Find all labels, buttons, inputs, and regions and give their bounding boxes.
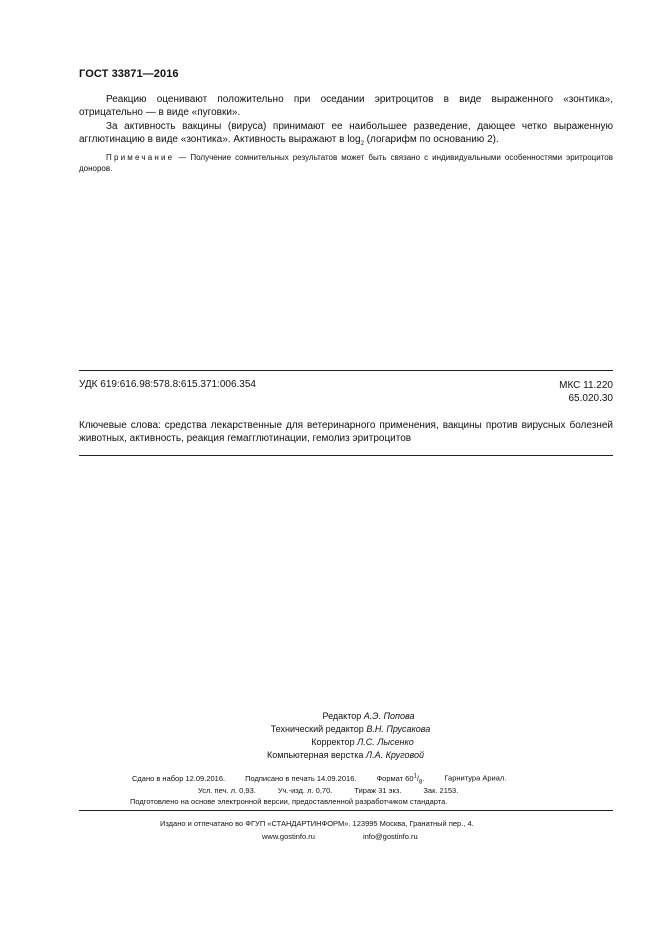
note-text: — Получение сомнительных результатов может быть связано с индивидуальными особенностями эритроцитов доноров. — [79, 153, 613, 173]
website-link[interactable]: www.gostinfo.ru — [262, 832, 315, 841]
imprint-sheets: Усл. печ. л. 0,93. — [198, 786, 256, 795]
email-link[interactable]: info@gostinfo.ru — [362, 832, 418, 841]
paragraph-text-a: За активность вакцины (вируса) принимают ее наибольшее разведение, дающее четко выраженную агглютинацию в виде «зонтика». Активность выражают в log — [79, 121, 613, 145]
paragraph-text: Реакцию оценивают положительно при оседании эритроцитов в виде выраженного «зонтика», отрицательно — в виде «пуговки». — [79, 94, 613, 118]
note-block — [79, 152, 613, 174]
mks-line-1: МКС 11.220 — [559, 380, 613, 391]
imprint-format: Формат $60^1/_8$. — [376, 773, 425, 785]
paragraph-text-b: (логарифм по основанию 2). — [363, 133, 499, 145]
imprint-sent: Сдано в набор 12.09.2016. — [132, 773, 226, 783]
credit-tech-editor: Технический редактор В.Н. Прусакова — [270, 724, 431, 734]
keywords: Ключевые слова: средства лекарственные для ветеринарного применения, вакцины против вирусных болезней животных, активность, реакция гемагглютинации, гемолиз эритроцитов — [79, 420, 613, 444]
credit-layout: Компьютерная верстка Л.А. Круговой — [267, 750, 424, 760]
imprint-published: Издано и отпечатано во ФГУП «СТАНДАРТИНФОРМ». 123995 Москва, Гранатный пер., 4. — [160, 819, 474, 828]
document-header-title: ГОСТ 33871—2016 — [79, 68, 179, 80]
log-subscript: 2 — [360, 140, 364, 147]
imprint-prepared: Подготовлено на основе электронной версии, предоставленной разработчиком стандарта. — [130, 797, 448, 806]
divider-top — [79, 370, 613, 371]
imprint-font: Гарнитура Ариал. — [444, 773, 507, 783]
credit-editor: Редактор А.Э. Попова — [322, 711, 415, 721]
udk-code: УДК 619:616.98:578.8:615.371:006.354 — [79, 379, 256, 390]
imprint-signed: Подписано в печать 14.09.2016. — [245, 773, 357, 783]
imprint-pub-sheets: Уч.-изд. л. 0,70. — [277, 786, 333, 795]
imprint-contacts — [262, 832, 418, 841]
divider-middle — [79, 455, 613, 456]
body-paragraph-2 — [79, 121, 613, 150]
body-paragraph-1 — [79, 94, 613, 119]
note-label: Примечание — [106, 153, 175, 162]
imprint-line-2 — [198, 786, 458, 795]
imprint-order: Зак. 2153. — [423, 786, 459, 795]
divider-bottom — [79, 810, 613, 811]
mks-code — [530, 379, 613, 405]
credit-corrector: Корректор Л.С. Лысенко — [311, 737, 414, 747]
imprint-print-run: Тираж 31 экз. — [354, 786, 402, 795]
mks-line-2: 65.020.30 — [568, 393, 613, 404]
imprint-line-1 — [132, 773, 506, 785]
